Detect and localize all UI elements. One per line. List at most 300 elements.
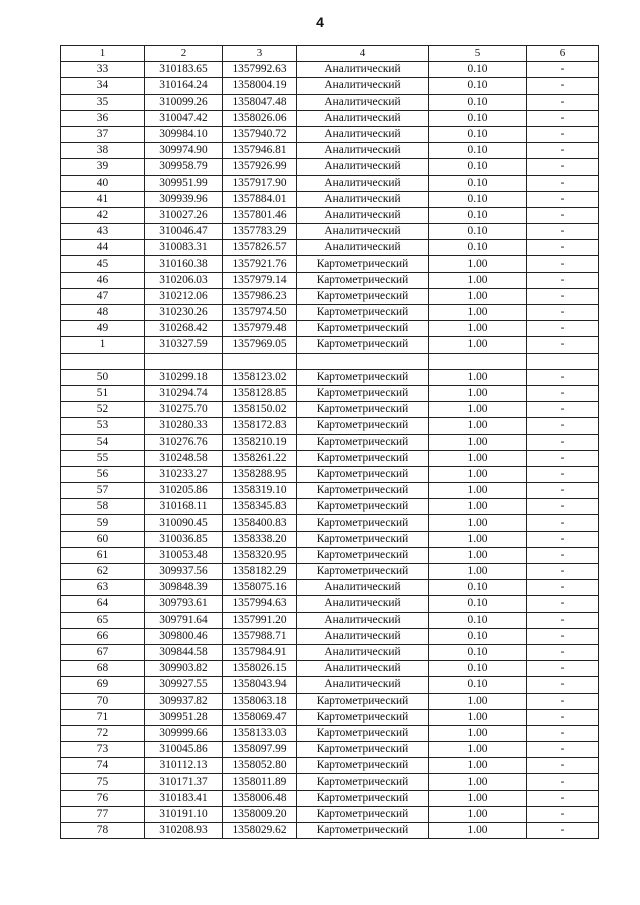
table-row — [61, 62, 599, 78]
note-cell: - — [527, 143, 599, 159]
accuracy-cell: 1.00 — [429, 758, 527, 774]
x-coordinate-cell: 310230.26 — [145, 305, 223, 321]
method-cell: Картометрический — [297, 305, 429, 321]
y-coordinate-cell: 1358400.83 — [223, 515, 297, 531]
table-row — [61, 450, 599, 466]
x-coordinate-cell: 310164.24 — [145, 78, 223, 94]
point-number-cell: 77 — [61, 806, 145, 822]
accuracy-cell: 0.10 — [429, 62, 527, 78]
point-number-cell: 33 — [61, 62, 145, 78]
y-coordinate-cell: 1357994.63 — [223, 596, 297, 612]
y-coordinate-cell: 1357992.63 — [223, 62, 297, 78]
method-cell: Аналитический — [297, 78, 429, 94]
method-cell: Аналитический — [297, 677, 429, 693]
accuracy-cell: 0.10 — [429, 94, 527, 110]
note-cell: - — [527, 823, 599, 839]
table-row — [61, 143, 599, 159]
table-row — [61, 547, 599, 563]
point-number-cell: 54 — [61, 434, 145, 450]
table-row — [61, 369, 599, 385]
method-cell: Картометрический — [297, 483, 429, 499]
method-cell: Аналитический — [297, 175, 429, 191]
y-coordinate-cell: 1357826.57 — [223, 240, 297, 256]
note-cell: - — [527, 305, 599, 321]
method-cell: Картометрический — [297, 466, 429, 482]
point-number-cell: 56 — [61, 466, 145, 482]
table-row — [61, 564, 599, 580]
note-cell: - — [527, 612, 599, 628]
y-coordinate-cell: 1358052.80 — [223, 758, 297, 774]
point-number-cell: 38 — [61, 143, 145, 159]
note-cell: - — [527, 175, 599, 191]
point-number-cell: 41 — [61, 191, 145, 207]
point-number-cell: 43 — [61, 224, 145, 240]
y-coordinate-cell: 1357988.71 — [223, 628, 297, 644]
table-row — [61, 207, 599, 223]
point-number-cell: 73 — [61, 742, 145, 758]
method-cell: Аналитический — [297, 126, 429, 142]
note-cell: - — [527, 402, 599, 418]
y-coordinate-cell: 1358128.85 — [223, 385, 297, 401]
point-number-cell: 59 — [61, 515, 145, 531]
note-cell: - — [527, 547, 599, 563]
method-cell: Аналитический — [297, 224, 429, 240]
method-cell: Аналитический — [297, 240, 429, 256]
table-row — [61, 402, 599, 418]
note-cell: - — [527, 677, 599, 693]
point-number-cell: 1 — [61, 337, 145, 353]
table-row — [61, 385, 599, 401]
accuracy-cell: 1.00 — [429, 693, 527, 709]
y-coordinate-cell: 1357884.01 — [223, 191, 297, 207]
x-coordinate-cell: 310027.26 — [145, 207, 223, 223]
accuracy-cell: 1.00 — [429, 466, 527, 482]
x-coordinate-cell: 310294.74 — [145, 385, 223, 401]
note-cell: - — [527, 709, 599, 725]
point-number-cell: 53 — [61, 418, 145, 434]
accuracy-cell: 1.00 — [429, 823, 527, 839]
x-coordinate-cell: 310280.33 — [145, 418, 223, 434]
x-coordinate-cell: 309844.58 — [145, 644, 223, 660]
point-number-cell: 74 — [61, 758, 145, 774]
note-cell: - — [527, 531, 599, 547]
point-number-cell — [61, 353, 145, 369]
x-coordinate-cell: 310233.27 — [145, 466, 223, 482]
point-number-cell: 65 — [61, 612, 145, 628]
note-cell: - — [527, 224, 599, 240]
table-row — [61, 628, 599, 644]
x-coordinate-cell: 310191.10 — [145, 806, 223, 822]
table-row — [61, 483, 599, 499]
table-row — [61, 159, 599, 175]
y-coordinate-cell: 1358026.06 — [223, 110, 297, 126]
table-row — [61, 742, 599, 758]
method-cell — [297, 353, 429, 369]
table-row — [61, 596, 599, 612]
method-cell: Аналитический — [297, 644, 429, 660]
x-coordinate-cell: 309984.10 — [145, 126, 223, 142]
y-coordinate-cell: 1357917.90 — [223, 175, 297, 191]
method-cell: Картометрический — [297, 564, 429, 580]
accuracy-cell: 1.00 — [429, 305, 527, 321]
y-coordinate-cell: 1357979.48 — [223, 321, 297, 337]
point-number-cell: 64 — [61, 596, 145, 612]
accuracy-cell: 1.00 — [429, 774, 527, 790]
table-row — [61, 644, 599, 660]
table-row — [61, 758, 599, 774]
note-cell: - — [527, 693, 599, 709]
y-coordinate-cell: 1358210.19 — [223, 434, 297, 450]
note-cell: - — [527, 418, 599, 434]
method-cell: Аналитический — [297, 612, 429, 628]
table-row — [61, 191, 599, 207]
note-cell: - — [527, 742, 599, 758]
y-coordinate-cell: 1358004.19 — [223, 78, 297, 94]
table-row — [61, 305, 599, 321]
y-coordinate-cell: 1357979.14 — [223, 272, 297, 288]
x-coordinate-cell: 310083.31 — [145, 240, 223, 256]
x-coordinate-cell: 310171.37 — [145, 774, 223, 790]
method-cell: Картометрический — [297, 434, 429, 450]
table-row — [61, 499, 599, 515]
note-cell: - — [527, 515, 599, 531]
point-number-cell: 40 — [61, 175, 145, 191]
y-coordinate-cell: 1358097.99 — [223, 742, 297, 758]
point-number-cell: 37 — [61, 126, 145, 142]
table-body — [61, 62, 599, 839]
x-coordinate-cell: 309999.66 — [145, 725, 223, 741]
method-cell: Картометрический — [297, 288, 429, 304]
y-coordinate-cell: 1357921.76 — [223, 256, 297, 272]
point-number-cell: 58 — [61, 499, 145, 515]
note-cell: - — [527, 725, 599, 741]
table-row — [61, 725, 599, 741]
x-coordinate-cell: 309939.96 — [145, 191, 223, 207]
y-coordinate-cell: 1358123.02 — [223, 369, 297, 385]
note-cell: - — [527, 644, 599, 660]
x-coordinate-cell: 309958.79 — [145, 159, 223, 175]
note-cell: - — [527, 240, 599, 256]
point-number-cell: 66 — [61, 628, 145, 644]
x-coordinate-cell: 309848.39 — [145, 580, 223, 596]
method-cell: Картометрический — [297, 742, 429, 758]
accuracy-cell: 1.00 — [429, 709, 527, 725]
accuracy-cell: 0.10 — [429, 78, 527, 94]
accuracy-cell: 0.10 — [429, 580, 527, 596]
table-row — [61, 677, 599, 693]
y-coordinate-cell: 1357783.29 — [223, 224, 297, 240]
method-cell: Аналитический — [297, 207, 429, 223]
note-cell: - — [527, 62, 599, 78]
y-coordinate-cell: 1357984.91 — [223, 644, 297, 660]
table-row — [61, 580, 599, 596]
point-number-cell: 52 — [61, 402, 145, 418]
coordinates-table — [60, 45, 599, 839]
y-coordinate-cell: 1358338.20 — [223, 531, 297, 547]
y-coordinate-cell: 1358182.29 — [223, 564, 297, 580]
method-cell: Картометрический — [297, 385, 429, 401]
table-row — [61, 418, 599, 434]
accuracy-cell — [429, 353, 527, 369]
accuracy-cell: 0.10 — [429, 661, 527, 677]
method-cell: Картометрический — [297, 272, 429, 288]
method-cell: Аналитический — [297, 143, 429, 159]
x-coordinate-cell: 310206.03 — [145, 272, 223, 288]
note-cell: - — [527, 483, 599, 499]
x-coordinate-cell: 310168.11 — [145, 499, 223, 515]
x-coordinate-cell: 310212.06 — [145, 288, 223, 304]
accuracy-cell: 1.00 — [429, 402, 527, 418]
note-cell: - — [527, 256, 599, 272]
point-number-cell: 63 — [61, 580, 145, 596]
table-row — [61, 321, 599, 337]
x-coordinate-cell: 309793.61 — [145, 596, 223, 612]
accuracy-cell: 1.00 — [429, 790, 527, 806]
table-row — [61, 515, 599, 531]
header-row — [61, 46, 599, 62]
point-number-cell: 68 — [61, 661, 145, 677]
accuracy-cell: 0.10 — [429, 159, 527, 175]
note-cell: - — [527, 369, 599, 385]
table-row — [61, 693, 599, 709]
point-number-cell: 39 — [61, 159, 145, 175]
note-cell: - — [527, 628, 599, 644]
table-row — [61, 337, 599, 353]
x-coordinate-cell: 309800.46 — [145, 628, 223, 644]
y-coordinate-cell: 1358009.20 — [223, 806, 297, 822]
y-coordinate-cell: 1357946.81 — [223, 143, 297, 159]
note-cell: - — [527, 450, 599, 466]
table-row-separator — [61, 353, 599, 369]
table-row — [61, 110, 599, 126]
x-coordinate-cell: 310268.42 — [145, 321, 223, 337]
note-cell: - — [527, 564, 599, 580]
accuracy-cell: 0.10 — [429, 240, 527, 256]
table-row — [61, 272, 599, 288]
table-row — [61, 806, 599, 822]
accuracy-cell: 1.00 — [429, 450, 527, 466]
y-coordinate-cell: 1358043.94 — [223, 677, 297, 693]
point-number-cell: 78 — [61, 823, 145, 839]
table-row — [61, 709, 599, 725]
point-number-cell: 75 — [61, 774, 145, 790]
accuracy-cell: 0.10 — [429, 224, 527, 240]
point-number-cell: 72 — [61, 725, 145, 741]
accuracy-cell: 1.00 — [429, 499, 527, 515]
method-cell: Картометрический — [297, 547, 429, 563]
point-number-cell: 47 — [61, 288, 145, 304]
accuracy-cell: 0.10 — [429, 644, 527, 660]
note-cell: - — [527, 207, 599, 223]
x-coordinate-cell: 310160.38 — [145, 256, 223, 272]
point-number-cell: 42 — [61, 207, 145, 223]
table-row — [61, 466, 599, 482]
table-row — [61, 175, 599, 191]
y-coordinate-cell: 1358261.22 — [223, 450, 297, 466]
note-cell: - — [527, 159, 599, 175]
note-cell: - — [527, 385, 599, 401]
method-cell: Картометрический — [297, 806, 429, 822]
x-coordinate-cell: 310036.85 — [145, 531, 223, 547]
accuracy-cell: 0.10 — [429, 677, 527, 693]
method-cell: Картометрический — [297, 725, 429, 741]
note-cell: - — [527, 337, 599, 353]
note-cell: - — [527, 790, 599, 806]
note-cell: - — [527, 434, 599, 450]
y-coordinate-cell: 1358069.47 — [223, 709, 297, 725]
table-row — [61, 790, 599, 806]
accuracy-cell: 0.10 — [429, 143, 527, 159]
method-cell: Аналитический — [297, 94, 429, 110]
table-row — [61, 94, 599, 110]
y-coordinate-cell: 1357801.46 — [223, 207, 297, 223]
point-number-cell: 50 — [61, 369, 145, 385]
accuracy-cell: 1.00 — [429, 515, 527, 531]
accuracy-cell: 0.10 — [429, 612, 527, 628]
table-row — [61, 78, 599, 94]
point-number-cell: 45 — [61, 256, 145, 272]
y-coordinate-cell: 1358172.83 — [223, 418, 297, 434]
method-cell: Картометрический — [297, 709, 429, 725]
x-coordinate-cell: 309791.64 — [145, 612, 223, 628]
point-number-cell: 70 — [61, 693, 145, 709]
accuracy-cell: 0.10 — [429, 628, 527, 644]
point-number-cell: 55 — [61, 450, 145, 466]
table-header — [61, 46, 599, 62]
accuracy-cell: 1.00 — [429, 385, 527, 401]
point-number-cell: 49 — [61, 321, 145, 337]
table-row — [61, 126, 599, 142]
x-coordinate-cell: 310183.65 — [145, 62, 223, 78]
y-coordinate-cell: 1357991.20 — [223, 612, 297, 628]
note-cell: - — [527, 661, 599, 677]
method-cell: Картометрический — [297, 418, 429, 434]
column-header-4: 4 — [297, 46, 429, 62]
accuracy-cell: 1.00 — [429, 369, 527, 385]
point-number-cell: 46 — [61, 272, 145, 288]
y-coordinate-cell: 1357974.50 — [223, 305, 297, 321]
table-row — [61, 612, 599, 628]
column-header-5: 5 — [429, 46, 527, 62]
table-row — [61, 288, 599, 304]
point-number-cell: 44 — [61, 240, 145, 256]
table-row — [61, 240, 599, 256]
method-cell: Картометрический — [297, 790, 429, 806]
y-coordinate-cell: 1358133.03 — [223, 725, 297, 741]
note-cell: - — [527, 110, 599, 126]
accuracy-cell: 1.00 — [429, 272, 527, 288]
note-cell: - — [527, 126, 599, 142]
method-cell: Картометрический — [297, 693, 429, 709]
point-number-cell: 57 — [61, 483, 145, 499]
table-row — [61, 434, 599, 450]
note-cell: - — [527, 758, 599, 774]
column-header-1: 1 — [61, 46, 145, 62]
y-coordinate-cell: 1358063.18 — [223, 693, 297, 709]
x-coordinate-cell: 310275.70 — [145, 402, 223, 418]
method-cell: Аналитический — [297, 661, 429, 677]
accuracy-cell: 1.00 — [429, 418, 527, 434]
accuracy-cell: 1.00 — [429, 483, 527, 499]
accuracy-cell: 1.00 — [429, 742, 527, 758]
method-cell: Картометрический — [297, 337, 429, 353]
note-cell: - — [527, 499, 599, 515]
x-coordinate-cell: 310112.13 — [145, 758, 223, 774]
x-coordinate-cell: 310053.48 — [145, 547, 223, 563]
point-number-cell: 36 — [61, 110, 145, 126]
x-coordinate-cell: 309937.82 — [145, 693, 223, 709]
table-row — [61, 661, 599, 677]
x-coordinate-cell: 310208.93 — [145, 823, 223, 839]
note-cell: - — [527, 94, 599, 110]
note-cell: - — [527, 774, 599, 790]
y-coordinate-cell: 1358029.62 — [223, 823, 297, 839]
y-coordinate-cell: 1358006.48 — [223, 790, 297, 806]
x-coordinate-cell: 310183.41 — [145, 790, 223, 806]
y-coordinate-cell: 1358320.95 — [223, 547, 297, 563]
accuracy-cell: 1.00 — [429, 531, 527, 547]
point-number-cell: 51 — [61, 385, 145, 401]
accuracy-cell: 0.10 — [429, 175, 527, 191]
method-cell: Картометрический — [297, 402, 429, 418]
accuracy-cell: 1.00 — [429, 256, 527, 272]
x-coordinate-cell: 310046.47 — [145, 224, 223, 240]
column-header-2: 2 — [145, 46, 223, 62]
x-coordinate-cell: 310205.86 — [145, 483, 223, 499]
x-coordinate-cell: 309927.55 — [145, 677, 223, 693]
table-row — [61, 531, 599, 547]
method-cell: Картометрический — [297, 499, 429, 515]
method-cell: Аналитический — [297, 110, 429, 126]
y-coordinate-cell: 1357926.99 — [223, 159, 297, 175]
table-row — [61, 774, 599, 790]
y-coordinate-cell: 1357969.05 — [223, 337, 297, 353]
method-cell: Картометрический — [297, 515, 429, 531]
x-coordinate-cell: 310248.58 — [145, 450, 223, 466]
column-header-6: 6 — [527, 46, 599, 62]
accuracy-cell: 1.00 — [429, 337, 527, 353]
method-cell: Картометрический — [297, 758, 429, 774]
accuracy-cell: 1.00 — [429, 547, 527, 563]
point-number-cell: 69 — [61, 677, 145, 693]
point-number-cell: 61 — [61, 547, 145, 563]
accuracy-cell: 0.10 — [429, 191, 527, 207]
accuracy-cell: 0.10 — [429, 110, 527, 126]
method-cell: Аналитический — [297, 159, 429, 175]
y-coordinate-cell: 1358345.83 — [223, 499, 297, 515]
note-cell: - — [527, 466, 599, 482]
note-cell: - — [527, 321, 599, 337]
y-coordinate-cell: 1358075.16 — [223, 580, 297, 596]
point-number-cell: 67 — [61, 644, 145, 660]
y-coordinate-cell: 1358047.48 — [223, 94, 297, 110]
accuracy-cell: 0.10 — [429, 126, 527, 142]
x-coordinate-cell: 309951.28 — [145, 709, 223, 725]
y-coordinate-cell: 1358150.02 — [223, 402, 297, 418]
method-cell: Аналитический — [297, 596, 429, 612]
method-cell: Картометрический — [297, 450, 429, 466]
y-coordinate-cell: 1357986.23 — [223, 288, 297, 304]
column-header-3: 3 — [223, 46, 297, 62]
x-coordinate-cell: 310276.76 — [145, 434, 223, 450]
note-cell: - — [527, 78, 599, 94]
point-number-cell: 48 — [61, 305, 145, 321]
method-cell: Аналитический — [297, 191, 429, 207]
point-number-cell: 35 — [61, 94, 145, 110]
accuracy-cell: 0.10 — [429, 596, 527, 612]
point-number-cell: 60 — [61, 531, 145, 547]
accuracy-cell: 1.00 — [429, 806, 527, 822]
